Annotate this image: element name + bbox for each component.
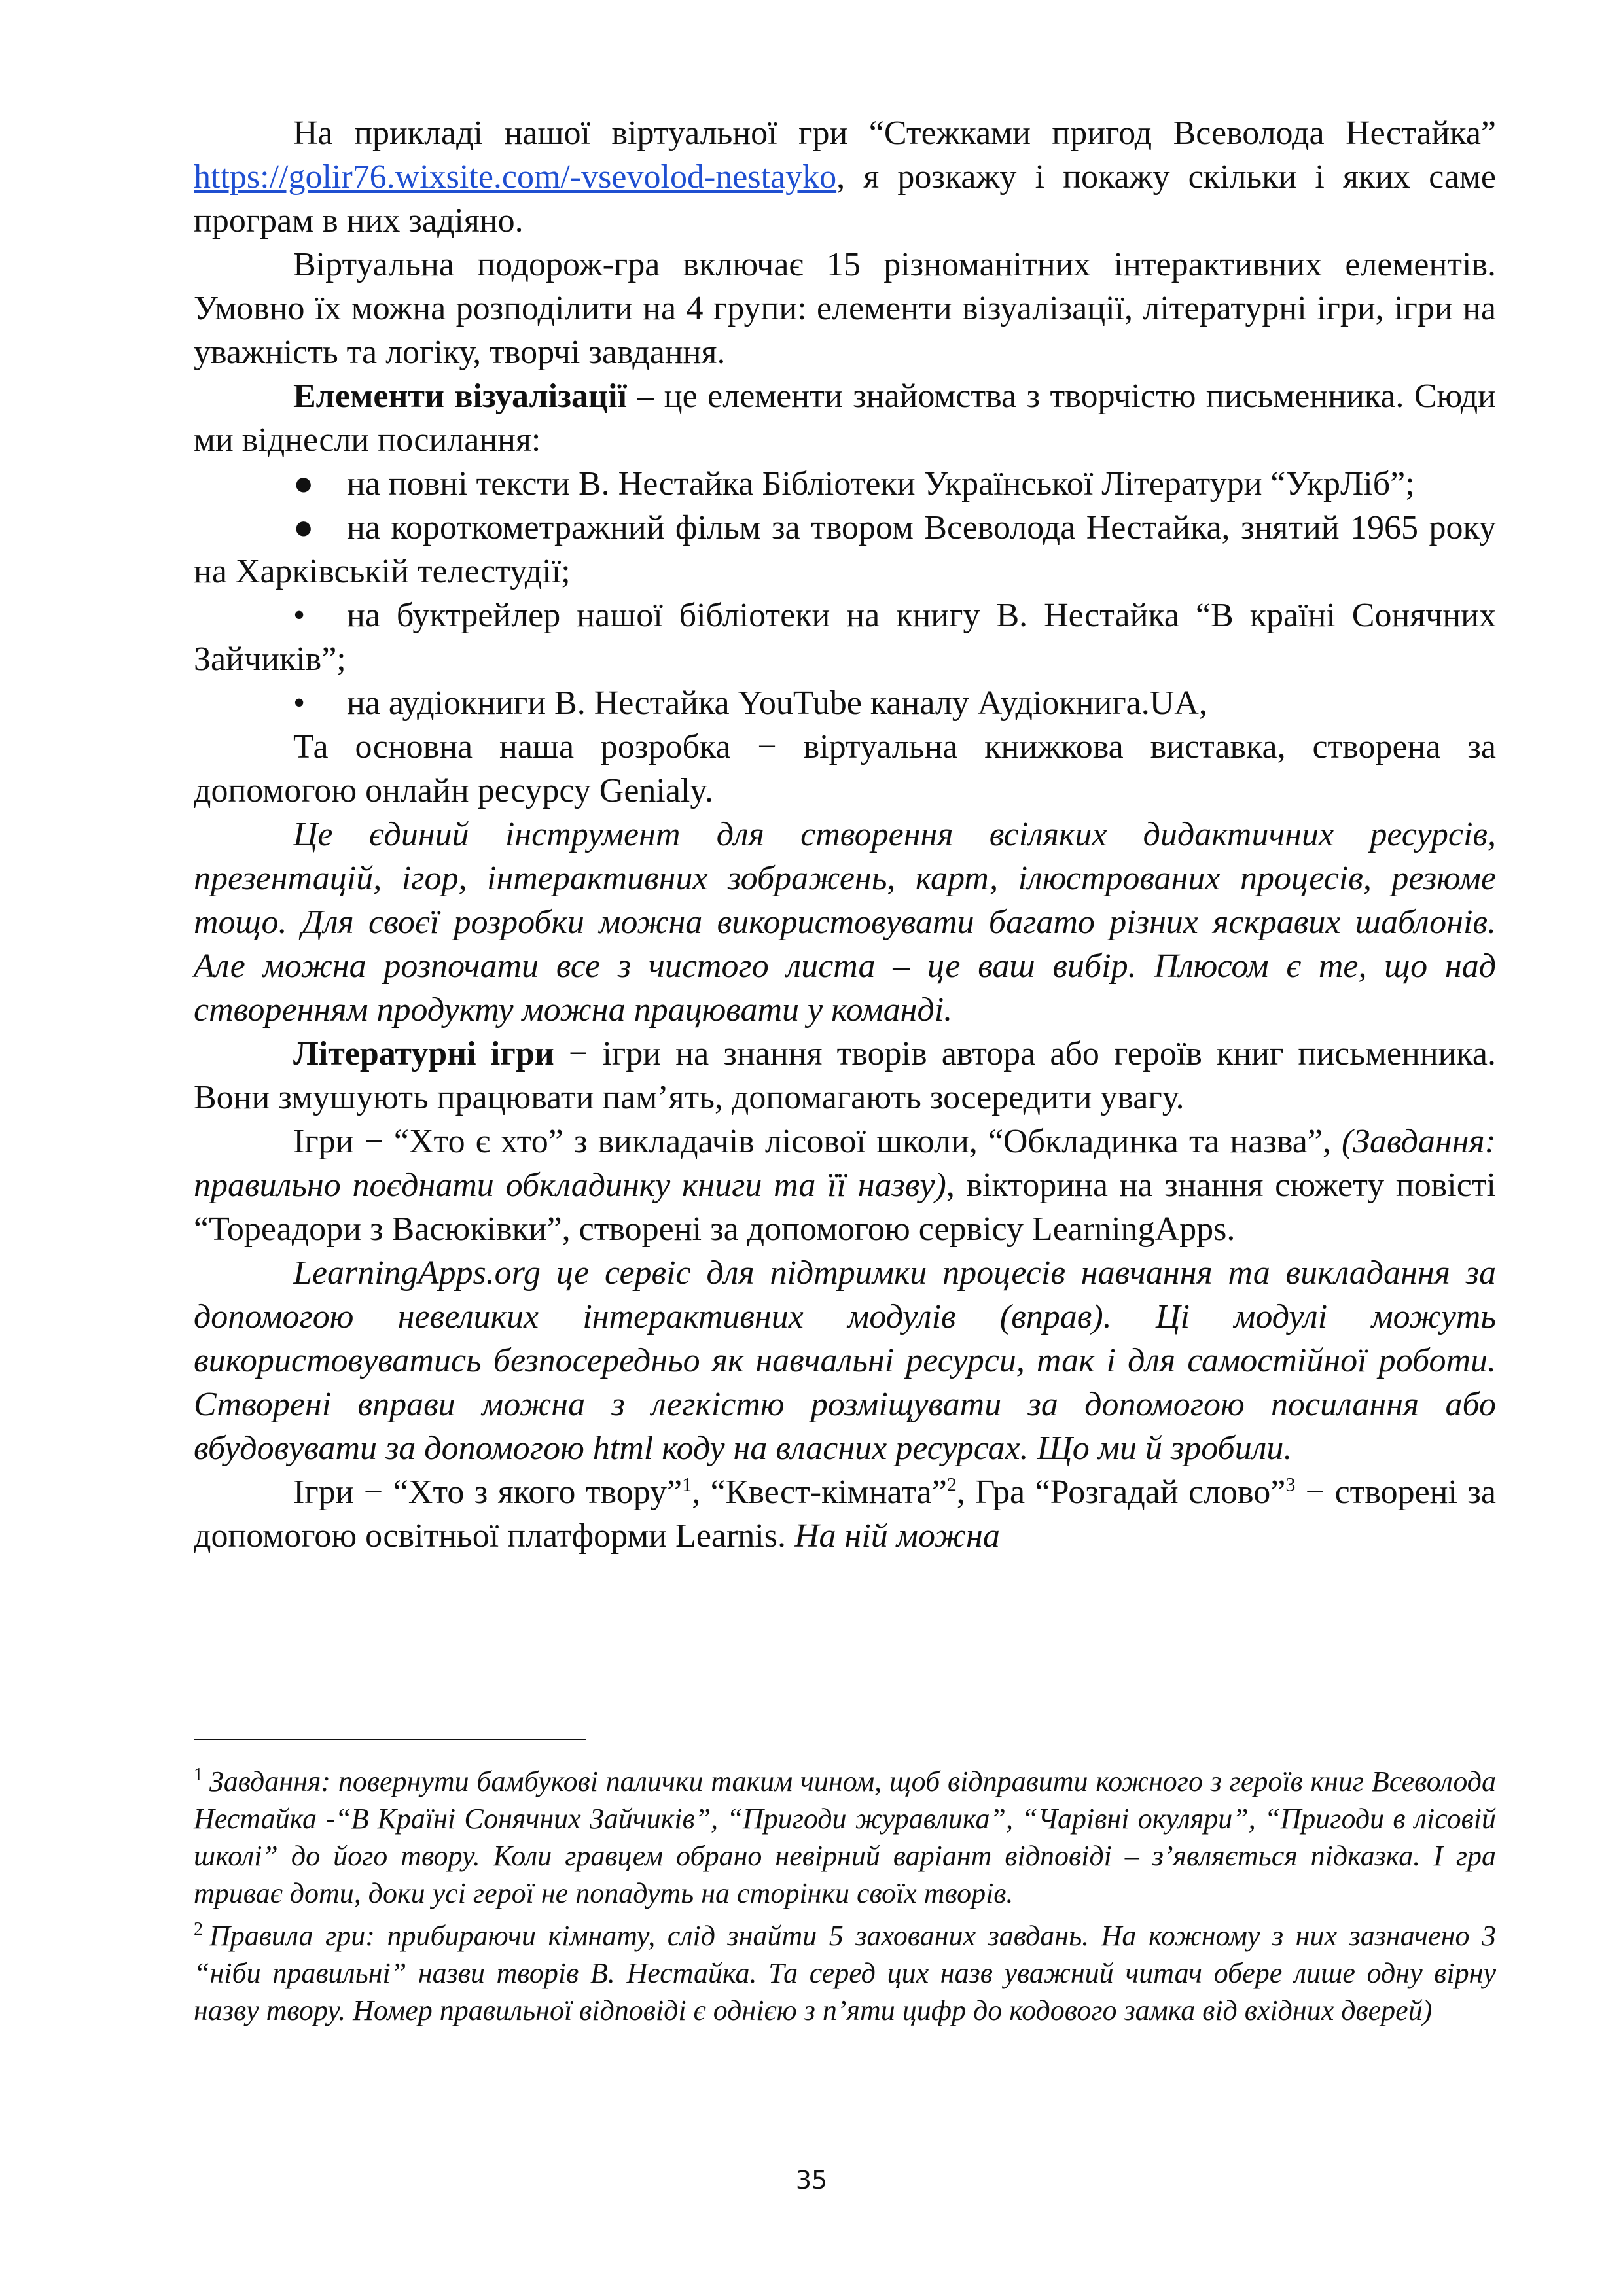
body-text <box>194 111 1496 1558</box>
footnote-number: 2 <box>194 1919 203 1940</box>
paragraph-intro: На прикладі нашої віртуальної гри “Стежками пригод Всеволода Нестайка” https://golir76.wixsite.com/-vsevolod-nestayko, я розкажу і покажу скільки і яких саме програм в них задіяно. <box>194 115 1496 239</box>
list-item: • на буктрейлер нашої бібліотеки на книгу В. Нестайка “В країні Сонячних Зайчиків”; <box>194 593 1496 681</box>
list-item: ● на повні тексти В. Нестайка Бібліотеки Української Літератури “УкрЛіб”; <box>194 462 1496 506</box>
footnote-ref[interactable]: 1 <box>682 1474 692 1496</box>
bullet-marker: • <box>293 597 306 634</box>
list-item: ● на короткометражний фільм за твором Всеволода Нестайка, знятий 1965 року на Харківській телестудії; <box>194 506 1496 593</box>
heading-literary-games: Літературні ігри <box>293 1035 554 1072</box>
site-link[interactable]: https://golir76.wixsite.com/-vsevolod-nestayko <box>194 158 837 196</box>
footnote-ref[interactable]: 2 <box>946 1474 957 1496</box>
page-number: 35 <box>795 2166 828 2195</box>
paragraph-learningapps-games: Ігри − “Хто є хто” з викладачів лісової школи, “Обкладинка та назва”, (Завдання: правильно поєднати обкладинку книги та її назву), вікторина на знання сюжету повісті “Тореадори з Васюківки”, створені за допомогою сервісу LearningApps. <box>194 1123 1496 1248</box>
paragraph-learningapps-description: LearningApps.org це сервіс для підтримки процесів навчання та викладання за допомогою невеликих інтерактивних модулів (вправ). Ці модулі можуть використовуватись безпосередньо як навчальні ресурси, так і для самостійної роботи. Створені вправи можна з легкістю розміщувати за допомогою посилання або вбудовувати за допомогою html коду на власних ресурсах. Що ми й зробили. <box>194 1254 1496 1467</box>
footnote: $^1$ Завдання: повернути бамбукові палички таким чином, щоб відправити кожного з героїв книг Всеволода Нестайка -“В Країні Сонячних Зайчиків”, “Пригоди журавлика”, “Чарівні окуляри”, “Пригоди в лісовій школі” до його твору. Коли гравцем обрано невірний варіант відповіді – з’являється підказка. І гра триває доти, доки усі герої не попадуть на сторінки своїх творів. <box>194 1765 1496 1909</box>
footnote-ref: 3 <box>1285 1474 1296 1496</box>
footnotes <box>194 1763 1496 2034</box>
paragraph-overview: Віртуальна подорож-гра включає 15 різноманітних інтерактивних елементів. Умовно їх можна розподілити на 4 групи: елементи візуалізації, літературні ігри, ігри на уважність та логіку, творчі завдання. <box>194 246 1496 371</box>
paragraph-learnis-games: Ігри − “Хто з якого твору”$^1$, “Квест-кімната”$^2$, Гра “Розгадай слово”$^3$ − створені за допомогою освітньої платформи Learnis. На ній можна <box>194 1474 1496 1555</box>
bullet-marker: ● <box>293 465 314 503</box>
list-item: • на аудіокниги В. Нестайка YouTube каналу Аудіокнига.UA, <box>194 681 1496 725</box>
paragraph-genialy-description: Це єдиний інструмент для створення всіляких дидактичних ресурсів, презентацій, ігор, інтерактивних зображень, карт, ілюстрованих процесів, резюме тощо. Для своєї розробки можна використовувати багато різних яскравих шаблонів. Але можна розпочати все з чистого листа – це ваш вибір. Плюсом є те, що над створенням продукту можна працювати у команді. <box>194 816 1496 1029</box>
footnote-separator <box>194 1739 586 1740</box>
bullet-marker: • <box>293 684 306 722</box>
footnote: $^2$ Правила гри: прибираючи кімнату, слід знайти 5 захованих завдань. На кожному з них зазначено 3 “ніби правильні” назви творів В. Нестайка. Та серед цих назв уважний читач обере лише одну вірну назву твору. Номер правильної відповіді є однією з п’яти цифр до кодового замка від вхідних дверей) <box>194 1919 1496 2026</box>
paragraph-literary-games: Літературні ігри − ігри на знання творів автора або героїв книг письменника. Вони змушують працювати пам’ять, допомагають зосередити увагу. <box>194 1035 1496 1116</box>
bullet-marker: ● <box>293 509 314 546</box>
paragraph-visualization: Елементи візуалізації – це елементи знайомства з творчістю письменника. Сюди ми віднесли посилання: <box>194 378 1496 459</box>
paragraph-genialy: Та основна наша розробка − віртуальна книжкова виставка, створена за допомогою онлайн ресурсу Genialy. <box>194 728 1496 809</box>
footnote-number: 1 <box>194 1765 203 1786</box>
heading-visualization: Елементи візуалізації <box>293 378 627 415</box>
